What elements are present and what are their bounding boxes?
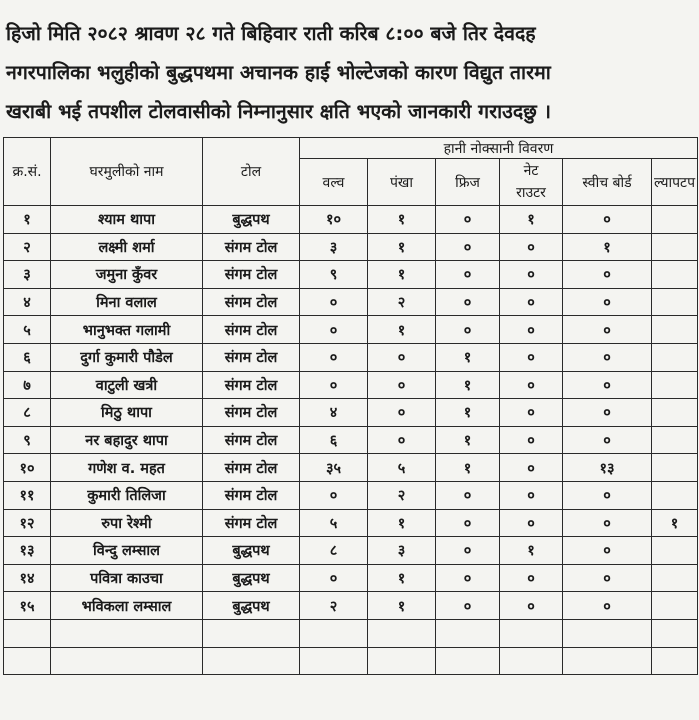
cell-fan: ३ (368, 537, 436, 565)
blank-cell (500, 619, 563, 647)
cell-sn: ३ (4, 261, 51, 289)
cell-name: वाटुली खत्री (51, 371, 203, 399)
blank-cell (368, 619, 436, 647)
table-row (4, 371, 698, 399)
header-fan: पंखा (368, 159, 436, 206)
cell-switchboard: ० (563, 481, 652, 509)
blank-cell (203, 647, 300, 675)
cell-router: ० (500, 592, 563, 620)
cell-router: ० (500, 426, 563, 454)
blank-cell (51, 619, 203, 647)
table-row (4, 454, 698, 482)
cell-fridge: ० (436, 537, 500, 565)
cell-switchboard: १ (563, 233, 652, 261)
cell-router: १ (500, 537, 563, 565)
cell-name: भविकला लम्साल (51, 592, 203, 620)
cell-router: ० (500, 399, 563, 427)
cell-fan: ० (368, 399, 436, 427)
cell-fridge: ० (436, 564, 500, 592)
cell-sn: १ (4, 206, 51, 234)
cell-name: लक्ष्मी शर्मा (51, 233, 203, 261)
blank-cell (300, 647, 368, 675)
cell-bulb: ० (300, 288, 368, 316)
table-row (4, 426, 698, 454)
cell-switchboard: ० (563, 261, 652, 289)
header-laptop: ल्यापटप (652, 159, 698, 206)
blank-cell (500, 647, 563, 675)
cell-fridge: ० (436, 233, 500, 261)
cell-bulb: ३५ (300, 454, 368, 482)
table-row (4, 399, 698, 427)
blank-cell (368, 647, 436, 675)
cell-bulb: ९ (300, 261, 368, 289)
intro-line: खराबी भई तपशील टोलवासीको निम्नानुसार क्षति भएको जानकारी गराउदछु । (6, 100, 552, 123)
cell-laptop (652, 233, 698, 261)
cell-fridge: ० (436, 288, 500, 316)
cell-router: ० (500, 509, 563, 537)
header-router (500, 159, 563, 206)
header-fridge: फ्रिज (436, 159, 500, 206)
cell-name: मिठु थापा (51, 399, 203, 427)
cell-bulb: २ (300, 592, 368, 620)
cell-switchboard: १३ (563, 454, 652, 482)
cell-sn: ७ (4, 371, 51, 399)
cell-tol: संगम टोल (203, 343, 300, 371)
cell-tol: संगम टोल (203, 454, 300, 482)
cell-laptop (652, 481, 698, 509)
cell-laptop (652, 371, 698, 399)
cell-router: ० (500, 454, 563, 482)
cell-name: नर बहादुर थापा (51, 426, 203, 454)
cell-fan: २ (368, 288, 436, 316)
blank-row (4, 647, 698, 675)
header-damage-group: हानी नोक्सानी विवरण (300, 138, 698, 159)
table-row (4, 537, 698, 565)
cell-router: ० (500, 316, 563, 344)
cell-laptop (652, 261, 698, 289)
blank-cell (652, 619, 698, 647)
cell-fan: ० (368, 343, 436, 371)
cell-laptop (652, 454, 698, 482)
cell-bulb: ० (300, 343, 368, 371)
cell-name: रुपा रेश्मी (51, 509, 203, 537)
cell-fridge: १ (436, 371, 500, 399)
blank-row (4, 619, 698, 647)
cell-fridge: १ (436, 426, 500, 454)
cell-fridge: ० (436, 509, 500, 537)
table-row (4, 564, 698, 592)
cell-switchboard: ० (563, 206, 652, 234)
cell-fan: १ (368, 592, 436, 620)
cell-fan: १ (368, 509, 436, 537)
cell-tol: संगम टोल (203, 316, 300, 344)
table-row (4, 343, 698, 371)
header-router-line2: राउटर (516, 185, 546, 201)
cell-fridge: १ (436, 454, 500, 482)
table-row (4, 206, 698, 234)
cell-fan: ० (368, 426, 436, 454)
cell-bulb: ० (300, 564, 368, 592)
cell-sn: ९ (4, 426, 51, 454)
cell-bulb: ८ (300, 537, 368, 565)
cell-tol: संगम टोल (203, 509, 300, 537)
cell-bulb: १० (300, 206, 368, 234)
intro-line: हिजो मिति २०८२ श्रावण २८ गते बिहिवार राती करिब ८:०० बजे तिर देवदह (6, 22, 536, 45)
cell-fan: २ (368, 481, 436, 509)
blank-cell (51, 647, 203, 675)
cell-laptop (652, 316, 698, 344)
cell-fan: १ (368, 206, 436, 234)
cell-switchboard: ० (563, 288, 652, 316)
blank-cell (652, 647, 698, 675)
cell-bulb: ३ (300, 233, 368, 261)
cell-fridge: १ (436, 399, 500, 427)
cell-name: मिना वलाल (51, 288, 203, 316)
cell-tol: बुद्धपथ (203, 206, 300, 234)
cell-router: १ (500, 206, 563, 234)
cell-name: गणेश व. महत (51, 454, 203, 482)
cell-name: भानुभक्त गलामी (51, 316, 203, 344)
cell-tol: संगम टोल (203, 426, 300, 454)
table-row (4, 509, 698, 537)
cell-tol: बुद्धपथ (203, 564, 300, 592)
table-row (4, 261, 698, 289)
table-row (4, 316, 698, 344)
cell-switchboard: ० (563, 509, 652, 537)
cell-laptop (652, 288, 698, 316)
cell-switchboard: ० (563, 343, 652, 371)
cell-switchboard: ० (563, 426, 652, 454)
cell-laptop: १ (652, 509, 698, 537)
cell-tol: संगम टोल (203, 233, 300, 261)
cell-switchboard: ० (563, 537, 652, 565)
header-tol: टोल (203, 138, 300, 206)
cell-fridge: ० (436, 206, 500, 234)
intro-line: नगरपालिका भलुहीको बुद्धपथमा अचानक हाई भोल्टेजको कारण विद्युत तारमा (6, 61, 551, 84)
cell-switchboard: ० (563, 316, 652, 344)
damage-report-table (3, 137, 698, 675)
cell-fridge: ० (436, 481, 500, 509)
cell-router: ० (500, 288, 563, 316)
table-row (4, 288, 698, 316)
cell-fridge: ० (436, 316, 500, 344)
cell-bulb: ६ (300, 426, 368, 454)
cell-fridge: ० (436, 592, 500, 620)
cell-fan: १ (368, 261, 436, 289)
table-row (4, 592, 698, 620)
cell-fan: १ (368, 233, 436, 261)
cell-fan: ५ (368, 454, 436, 482)
cell-fan: १ (368, 316, 436, 344)
blank-cell (4, 619, 51, 647)
cell-sn: १२ (4, 509, 51, 537)
cell-laptop (652, 343, 698, 371)
blank-cell (4, 647, 51, 675)
cell-bulb: ५ (300, 509, 368, 537)
cell-sn: ४ (4, 288, 51, 316)
cell-bulb: ४ (300, 399, 368, 427)
cell-laptop (652, 537, 698, 565)
cell-name: दुर्गा कुमारी पौडेल (51, 343, 203, 371)
cell-tol: बुद्धपथ (203, 592, 300, 620)
cell-name: पवित्रा काउचा (51, 564, 203, 592)
cell-router: ० (500, 343, 563, 371)
cell-bulb: ० (300, 371, 368, 399)
cell-fan: ० (368, 371, 436, 399)
table-body (4, 206, 698, 675)
header-switchboard: स्वीच बोर्ड (563, 159, 652, 206)
cell-laptop (652, 564, 698, 592)
cell-switchboard: ० (563, 564, 652, 592)
cell-switchboard: ० (563, 592, 652, 620)
blank-cell (436, 619, 500, 647)
blank-cell (563, 647, 652, 675)
cell-sn: १४ (4, 564, 51, 592)
cell-laptop (652, 399, 698, 427)
blank-cell (563, 619, 652, 647)
cell-laptop (652, 592, 698, 620)
cell-router: ० (500, 261, 563, 289)
cell-name: कुमारी तिलिजा (51, 481, 203, 509)
blank-cell (203, 619, 300, 647)
cell-router: ० (500, 233, 563, 261)
cell-bulb: ० (300, 316, 368, 344)
header-name: घरमुलीको नाम (51, 138, 203, 206)
cell-sn: ११ (4, 481, 51, 509)
cell-name: विन्दु लम्साल (51, 537, 203, 565)
cell-fridge: १ (436, 343, 500, 371)
table-row (4, 233, 698, 261)
cell-router: ० (500, 564, 563, 592)
intro-paragraph (6, 14, 696, 131)
cell-name: जमुना कुँवर (51, 261, 203, 289)
cell-sn: १३ (4, 537, 51, 565)
table-row (4, 481, 698, 509)
cell-switchboard: ० (563, 399, 652, 427)
cell-fan: १ (368, 564, 436, 592)
cell-sn: ५ (4, 316, 51, 344)
cell-tol: संगम टोल (203, 399, 300, 427)
header-bulb: वल्व (300, 159, 368, 206)
cell-switchboard: ० (563, 371, 652, 399)
cell-sn: ८ (4, 399, 51, 427)
cell-sn: ६ (4, 343, 51, 371)
cell-tol: बुद्धपथ (203, 537, 300, 565)
cell-sn: १० (4, 454, 51, 482)
cell-tol: संगम टोल (203, 371, 300, 399)
cell-router: ० (500, 371, 563, 399)
blank-cell (436, 647, 500, 675)
cell-bulb: ० (300, 481, 368, 509)
cell-router: ० (500, 481, 563, 509)
cell-laptop (652, 426, 698, 454)
header-router-line1: नेट (523, 163, 539, 179)
cell-tol: संगम टोल (203, 288, 300, 316)
cell-laptop (652, 206, 698, 234)
cell-sn: १५ (4, 592, 51, 620)
cell-fridge: ० (436, 261, 500, 289)
header-serial: क्र.सं. (4, 138, 51, 206)
cell-sn: २ (4, 233, 51, 261)
blank-cell (300, 619, 368, 647)
cell-tol: संगम टोल (203, 481, 300, 509)
cell-tol: संगम टोल (203, 261, 300, 289)
cell-name: श्याम थापा (51, 206, 203, 234)
